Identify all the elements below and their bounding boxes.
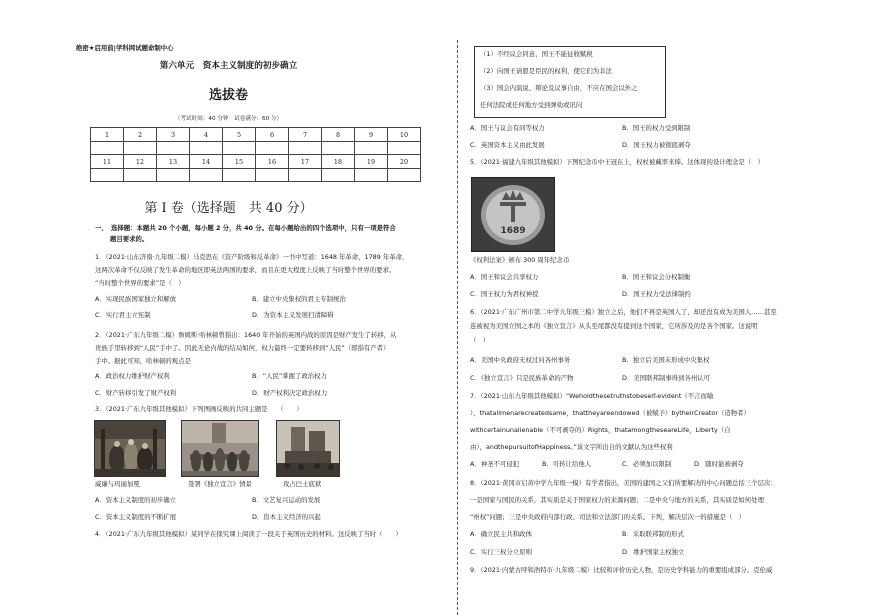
confidential-header: 绝密★启用前|学科网试题命制中心 (76, 44, 174, 52)
question-line: 由），andthepursuitofHappiness。”该文字所出自的文献认为这些权利 (470, 443, 673, 451)
answer-cell[interactable] (256, 169, 289, 182)
unit-title: 第六单元 资本主义制度的初步确立 (159, 61, 298, 71)
option-d[interactable]: D．美国联邦制事得到各州认可 (622, 374, 710, 382)
question-line: ），thatallmenarecreatedsame，thattheyareendowed（被赋予）bytheirCreator（造物者） (470, 409, 750, 417)
coin-year: 1689 (500, 226, 526, 236)
instruction-line: 一、 选择题：本题共 20 个小题，每小题 2 分，共 40 分。在每小题给出的四个选项中，只有一项是符合 (95, 224, 396, 232)
score-cell: 1 (91, 128, 124, 142)
answer-cell[interactable] (124, 142, 157, 155)
score-cell: 18 (322, 155, 355, 169)
question-line: 7．（2021·山东九年级其他模拟）“Weholdthesetruthstobeself-evident（不言而喻 (470, 392, 714, 400)
option-d[interactable]: D．资本主义经济的兴起 (252, 513, 321, 521)
bastille-painting (276, 420, 340, 477)
quote-line: （2）向国王请愿是臣民的权利，使它们为非法 (480, 67, 612, 75)
option-b[interactable]: B．可转让给他人 (542, 460, 592, 468)
commemorative-coin (471, 177, 555, 252)
question-line: “当时整个世界的要求”是（ ） (95, 279, 185, 287)
instruction-line: 题目要求的。 (110, 235, 149, 243)
question-line: 贵族手里转移到“人民”手中了。因此无论内战的结局如何，权力最终一定要转移到“人民”（即指有产者） (95, 344, 390, 352)
score-cell: 7 (289, 128, 322, 142)
question-line: 5．（2021·福建九年级其他模拟）下图纪念币中王冠在上，权杖被藏率来捧。这体现的设计理念是（ ） (470, 158, 764, 166)
score-cell: 17 (289, 155, 322, 169)
option-a[interactable]: A．实现民族国家独立和解放 (95, 295, 177, 303)
answer-cell[interactable] (157, 142, 190, 155)
answer-cell[interactable] (322, 169, 355, 182)
option-c[interactable]: C．《独立宣言》只是民族革命的产物 (470, 374, 574, 382)
answer-cell[interactable] (124, 169, 157, 182)
option-d[interactable]: D．国王权力受法律制约 (622, 290, 691, 298)
answer-cell[interactable] (355, 142, 388, 155)
answer-cell[interactable] (91, 169, 124, 182)
option-c[interactable]: C．英国资本主义由此发展 (470, 141, 545, 149)
question-line: 2．（2021·广东九年级二模）詹姆斯·哈林顿曾指出：1640 年开始的英国内战的原因是财产发生了转移，从 (95, 331, 397, 339)
exam-title: 选拔卷 (208, 88, 248, 103)
score-cell: 10 (388, 128, 421, 142)
quote-line: 任何法院或任何地方受到弹劾或讯问 (480, 101, 583, 109)
option-d[interactable]: D．随时能被剥夺 (694, 460, 744, 468)
question-line: withcertainunalienable（不可剥夺的）Rights，thatamongtheseareLife，Liberty（自 (470, 426, 731, 434)
option-c[interactable]: C．资本主义制度的不断扩展 (95, 513, 177, 521)
question-line: 一是国家与国民的关系，其实质是关于国家权力的来源问题；二是中央与地方的关系，其实质是如何处理 (470, 496, 764, 504)
part-title: 第 I 卷（选择题 共 40 分） (144, 201, 313, 216)
option-b[interactable]: B．国王和议会分权制衡 (622, 273, 691, 281)
option-b[interactable]: B．采取联邦制的形式 (622, 530, 684, 538)
score-cell: 4 (190, 128, 223, 142)
option-b[interactable]: B．独立后美国未形成中央集权 (622, 356, 710, 364)
option-c[interactable]: C．实行三权分立原则 (470, 548, 532, 556)
option-a[interactable]: A．确立民主共和政体 (470, 530, 532, 538)
answer-cell[interactable] (256, 142, 289, 155)
answer-cell[interactable] (190, 169, 223, 182)
answer-cell[interactable] (91, 142, 124, 155)
option-b[interactable]: B．国王的权力受到限制 (622, 124, 691, 132)
option-a[interactable]: A．美国中央政府无权过问各州事务 (470, 356, 571, 364)
score-cell: 11 (91, 155, 124, 169)
option-a[interactable]: A．政治权力维护财产权利 (95, 372, 170, 380)
question-line: 9．（2021·内蒙古呼和浩特市·九年级二模）比较和评价历史人物，是历史学科能力的重要组成部分。克伦威 (470, 566, 773, 574)
answer-cell[interactable] (355, 169, 388, 182)
quote-line: （1）不经议会同意，国王不能征收赋税 (480, 50, 593, 58)
score-cell: 13 (157, 155, 190, 169)
question-line: 连被视为美国立国之本的《独立宣言》从头至尾都没有提到这个国家，它所涉及的是各个国家。这说明 (470, 322, 758, 330)
answer-row (91, 169, 421, 182)
option-a[interactable]: A．国王和议会共享权力 (470, 273, 539, 281)
answer-cell[interactable] (157, 169, 190, 182)
score-cell: 12 (124, 155, 157, 169)
answer-cell[interactable] (289, 169, 322, 182)
option-c[interactable]: C．财产转移引发了财产权利 (95, 389, 177, 397)
score-cell: 3 (157, 128, 190, 142)
score-cell: 9 (355, 128, 388, 142)
option-b[interactable]: B．“人民”掌握了政治权力 (252, 372, 327, 380)
image-caption: 攻占巴士底狱 (283, 480, 322, 488)
answer-cell[interactable] (223, 169, 256, 182)
option-a[interactable]: A．资本主义制度的初步确立 (95, 496, 177, 504)
answer-cell[interactable] (190, 142, 223, 155)
option-d[interactable]: D．维护国家主权独立 (622, 548, 685, 556)
question-line: （ ） (470, 336, 490, 344)
score-cell: 5 (223, 128, 256, 142)
option-d[interactable]: D．国王权力被彻底剥夺 (622, 141, 691, 149)
exam-info: （考试时间：40 分钟 试卷满分：60 分） (174, 116, 283, 122)
question-line: 1．（2021·山东济南·九年级二模）马克思在《资产阶级和反革命》一书中写道：1648 年革命，1789 年革命， (95, 253, 409, 261)
option-c[interactable]: C．必须加以限制 (622, 460, 672, 468)
answer-row (91, 142, 421, 155)
score-table-row (91, 128, 421, 142)
answer-cell[interactable] (289, 142, 322, 155)
score-cell: 6 (256, 128, 289, 142)
option-a[interactable]: A．神圣不可侵犯 (470, 460, 520, 468)
image-caption: 《权利法案》颁布 300 周年纪念币 (470, 256, 570, 264)
image-caption: 签署《独立宣言》情景 (188, 480, 252, 488)
score-cell: 20 (388, 155, 421, 169)
answer-cell[interactable] (388, 142, 421, 155)
score-cell: 2 (124, 128, 157, 142)
option-b[interactable]: B．建立中央集权的君主专制统治 (252, 295, 346, 303)
option-a[interactable]: A．国王与议会有同等权力 (470, 124, 545, 132)
option-d[interactable]: D．财产权利决定政治权力 (252, 389, 328, 397)
coronation-painting (94, 420, 166, 477)
declaration-painting (181, 420, 259, 477)
answer-cell[interactable] (322, 142, 355, 155)
image-caption: 威廉与玛丽加冕 (95, 480, 140, 488)
answer-cell[interactable] (223, 142, 256, 155)
score-cell: 19 (355, 155, 388, 169)
question-line: 这两次革命不仅反映了发生革命的地区即英法两国的要求，而且在更大程度上反映了当时整个世界的要求。 (95, 266, 396, 274)
option-b[interactable]: B．文艺复兴运动的发展 (252, 496, 321, 504)
score-table-row (91, 155, 421, 169)
question-line: “州权”问题；三是中央政府内部行政、司法和立法部门的关系。下列，解决层次一的措施是（ ） (470, 513, 746, 521)
answer-cell[interactable] (388, 169, 421, 182)
question-line: 4．（2021·广东九年级其他模拟）某同学在探究课上阅读了一段关于英国历史的材料。这反映了当时（ ） (95, 530, 402, 538)
option-d[interactable]: D．为资本主义发展扫清障碍 (252, 311, 334, 319)
score-cell: 14 (190, 155, 223, 169)
question-line: 手中。据此可知，哈林顿的观点是 (95, 357, 191, 365)
question-line: 6．（2021·广东广州市第二中学九年级三模）独立之后，他们不再是英国人了，却还没有成为美国人……甚至 (470, 308, 777, 316)
score-cell: 8 (322, 128, 355, 142)
option-c[interactable]: C．实行君主立宪制 (95, 311, 151, 319)
score-table (90, 127, 421, 182)
quote-line: （3）国会内演说、辩论及议事自由，不应在国会以外之 (480, 84, 638, 92)
score-cell: 16 (256, 155, 289, 169)
question-line: 8．（2021·黄冈市启黄中学九年级一模）有学者指出，美国的建国之父们所要解决的中心问题总括三个层次： (470, 479, 777, 487)
score-cell: 15 (223, 155, 256, 169)
option-c[interactable]: C．国王权力为君权神授 (470, 290, 539, 298)
question-line: 3．（2021·广东九年级其他模拟）下列图画反映的共同主题是 （ ） (95, 405, 303, 413)
